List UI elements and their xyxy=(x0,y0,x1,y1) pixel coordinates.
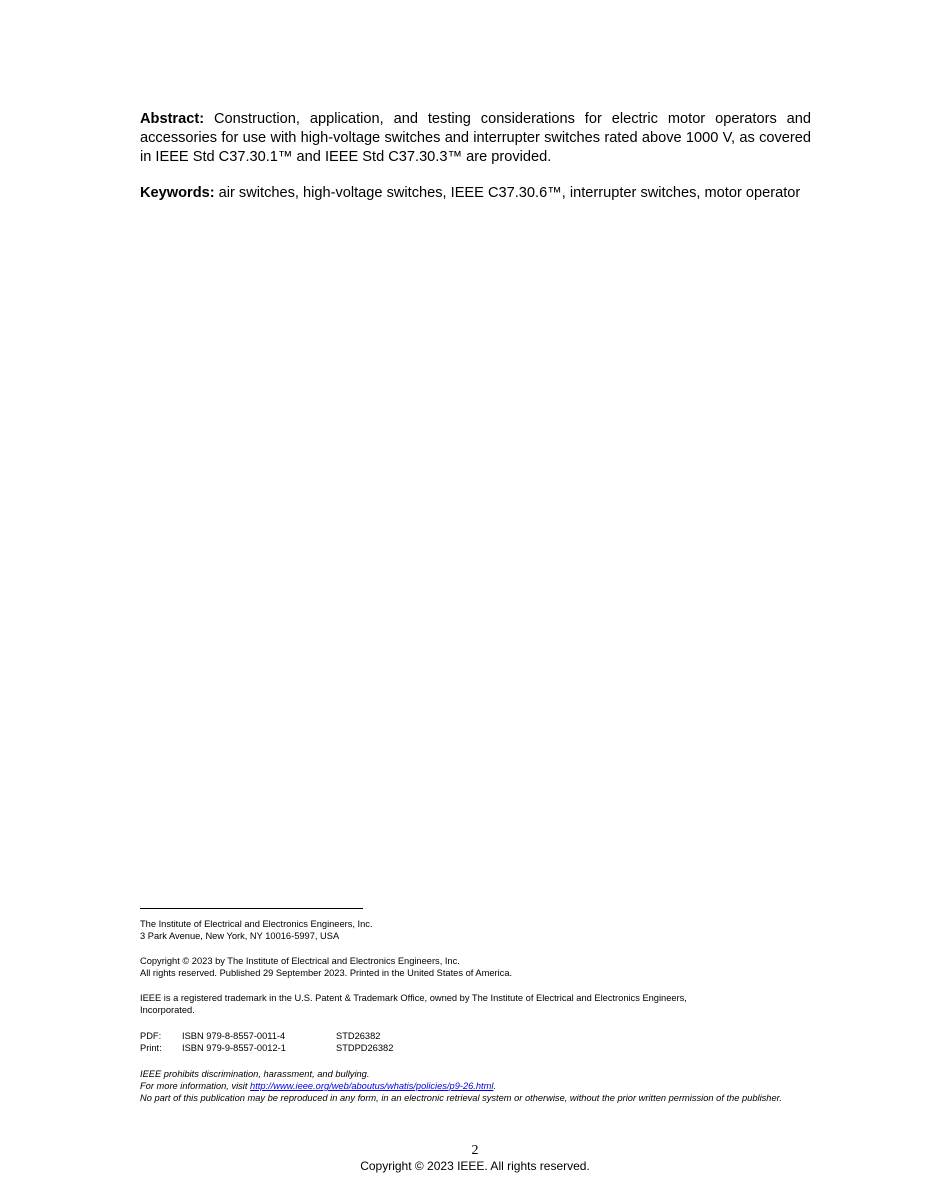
footnote-divider xyxy=(140,908,363,909)
isbn-table xyxy=(140,1030,820,1054)
publisher-block xyxy=(140,918,820,942)
isbn-row-pdf xyxy=(140,1030,820,1042)
abstract-label: Abstract: xyxy=(140,111,205,127)
policy-line-1: IEEE prohibits discrimination, harassment, and bullying. xyxy=(140,1069,370,1079)
policy-notice xyxy=(140,1068,820,1104)
keywords-paragraph xyxy=(140,184,811,203)
isbn-number: ISBN 979-9-8557-0012-1 xyxy=(182,1043,286,1053)
policy-suffix: . xyxy=(493,1081,497,1091)
copyright-block xyxy=(140,955,820,979)
policy-prefix: For more information, visit xyxy=(140,1081,251,1091)
isbn-format: PDF: xyxy=(140,1031,162,1041)
publisher-address: 3 Park Avenue, New York, NY 10016-5997, USA xyxy=(140,931,340,941)
isbn-number: ISBN 979-8-8557-0011-4 xyxy=(182,1031,286,1041)
isbn-row-print xyxy=(140,1042,820,1054)
publisher-name: The Institute of Electrical and Electronics Engineers, Inc. xyxy=(140,919,373,929)
copyright-line-1: Copyright © 2023 by The Institute of Electrical and Electronics Engineers, Inc. xyxy=(140,956,460,966)
copyright-line-2: All rights reserved. Published 29 September 2023. Printed in the United States of America. xyxy=(140,968,513,978)
policy-link[interactable]: http://www.ieee.org/web/aboutus/whatis/policies/p9-26.html xyxy=(250,1081,494,1091)
keywords-text: air switches, high-voltage switches, IEEE C37.30.6™, interrupter switches, motor operator xyxy=(214,185,801,201)
abstract-text: Construction, application, and testing considerations for electric motor operators and accessories for use with high-voltage switches and interrupter switches rated above 1000 V, as covered in IEEE Std C37.30.1™ and IEEE Std C37.30.3™ are provided. xyxy=(140,111,811,165)
keywords-label: Keywords: xyxy=(140,185,215,201)
page-number: 2 xyxy=(471,1143,479,1158)
abstract-paragraph xyxy=(140,110,811,167)
isbn-format: Print: xyxy=(140,1043,162,1053)
isbn-code: STDPD26382 xyxy=(336,1043,394,1053)
policy-line-2 xyxy=(140,1080,820,1092)
isbn-code: STD26382 xyxy=(336,1031,381,1041)
footer-copyright: Copyright © 2023 IEEE. All rights reserved. xyxy=(360,1159,590,1173)
trademark-notice: IEEE is a registered trademark in the U.S. Patent & Trademark Office, owned by The Institute of Electrical and Electronics Engineers, Incorporated. xyxy=(140,993,687,1015)
policy-line-3: No part of this publication may be reproduced in any form, in an electronic retrieval system or otherwise, without the prior written permission of the publisher. xyxy=(140,1093,782,1103)
